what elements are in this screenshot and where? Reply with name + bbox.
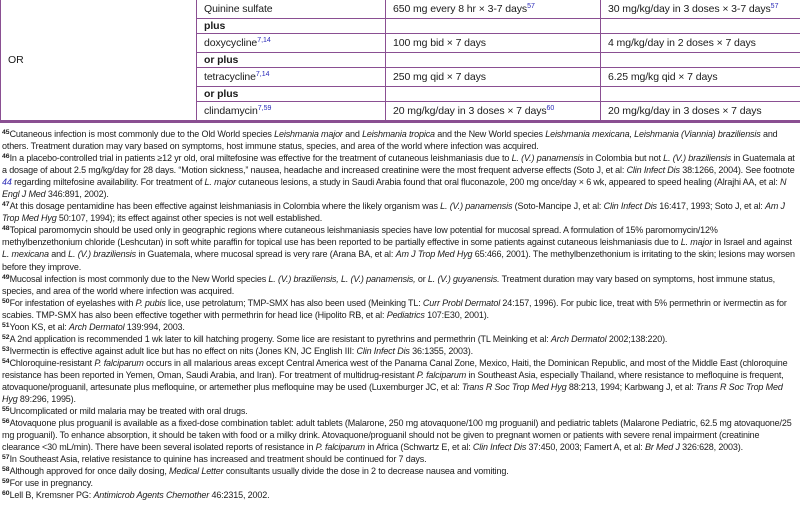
text-run: Pediatrics	[386, 309, 425, 320]
text-run: 20 mg/kg/day in 3 doses × 7 days	[393, 105, 547, 117]
footnote-59	[2, 477, 797, 489]
text-run: Topical paromomycin should be used only in geographic regions where cutaneous leishmaniasis species have low potential for mucosal spread. A formulation of 15% paromomycin/12% methylbenzethonium chloride (Leshcutan) in soft white paraffin for topical use has been reported to be partially effective in some patients against cutaneous leishmaniasis due to	[2, 225, 718, 248]
text-run: L. (V.) braziliensis	[68, 249, 137, 260]
footnote-56	[2, 417, 797, 453]
text-run: Leishmania major	[274, 129, 343, 139]
text-run: For infestation of eyelashes with	[9, 297, 136, 308]
footnote-60	[2, 489, 797, 501]
text-run: Ivermectin is effective against adult lice but has no effect on nits (Jones KN, JC English III:	[9, 345, 357, 356]
adult-dosage-cell	[386, 0, 601, 19]
text-run: in Guatemala at a dosage of about 2.5 mg/kg/day for 28 days. “Motion sickness,” nausea, headache and increased creatinine were the most frequent adverse effects (Soto J, et al:	[2, 153, 795, 176]
footnote-number: 46	[2, 152, 10, 160]
text-run: Clin Infect Dis	[626, 165, 680, 176]
text-run: In Southeast Asia, relative resistance to quinine has increased and treatment should be continued for 7 days.	[9, 454, 427, 465]
pediatric-dosage-cell	[601, 34, 800, 53]
text-run: 16:417, 1993; Soto J, et al:	[656, 201, 765, 212]
dose-footnote-superscript: 57	[770, 3, 779, 10]
text-run: 65:466, 2001). The methylbenzethonium is irritating to the skin; lesions may worsen before they improve.	[2, 249, 795, 272]
text-run: P. falciparum	[315, 442, 366, 453]
text-run: Arch Dermatol	[550, 333, 607, 344]
text-run: 6.25 mg/kg qid × 7 days	[608, 71, 718, 83]
table-row	[1, 0, 800, 19]
text-run: P. falciparum	[416, 369, 467, 380]
drug-name-cell	[197, 53, 386, 68]
text-run: Leishmania tropica	[362, 129, 435, 139]
text-run: in Southeast Asia, especially Thailand, where resistance to mefloquine is frequent, atovaquone/proguanil, artesunate plus mefloquine, or artemether plus mefloquine may be used (Luxemburger JC, et al:	[2, 369, 784, 392]
text-run: clindamycin	[204, 105, 258, 117]
text-run: Am J Trop Med Hyg	[2, 201, 785, 224]
footnote-49	[2, 273, 797, 297]
adult-dosage-cell	[386, 87, 601, 102]
footnote-number: 56	[2, 417, 10, 425]
footnote-45	[2, 128, 797, 152]
text-run: L. (V.) guyanensis.	[427, 273, 500, 284]
text-run: and	[48, 249, 69, 260]
drug-regimen-table-body	[1, 0, 800, 122]
footnote-number: 48	[2, 225, 10, 233]
text-run: in Guatemala, where mucosal spread is very rare (Arana BA, et al:	[136, 249, 396, 260]
text-run: A 2nd application is recommended 1 wk later to kill hatching progeny. Some lice are resistant to pyrethrins and permethrin (TL Meinking et al:	[9, 333, 551, 344]
text-run: Uncomplicated or mild malaria may be treated with oral drugs.	[9, 406, 248, 417]
text-run: L. mexicana	[2, 249, 49, 260]
text-run: consultants usually divide the dose in 2 to decrease nausea and vomiting.	[223, 466, 509, 477]
text-run: 46:2315, 2002.	[209, 490, 270, 501]
footnote-number: 59	[2, 478, 10, 486]
text-run: Medical Letter	[169, 466, 224, 477]
footnote-53	[2, 345, 797, 357]
text-run: 20 mg/kg/day in 3 doses × 7 days	[608, 105, 762, 117]
footnote-number: 53	[2, 345, 10, 353]
text-run: 2002;138:220).	[606, 333, 668, 344]
text-run: L. (V.) panamensis	[440, 201, 513, 212]
text-run: 107:E30, 2001).	[424, 309, 489, 320]
text-run: 326:628, 2003).	[679, 442, 743, 453]
text-run: or plus	[204, 88, 239, 100]
text-run: Antimicrob Agents Chemother	[93, 490, 210, 501]
text-run: Trans R Soc Trop Med Hyg	[2, 381, 783, 405]
pediatric-dosage-cell	[601, 0, 800, 19]
footnote-55	[2, 405, 797, 417]
text-run: Trans R Soc Trop Med Hyg	[461, 381, 567, 392]
footnote-number: 45	[2, 128, 10, 136]
text-run: in Israel and against	[712, 237, 792, 248]
dose-footnote-superscript: 60	[546, 105, 555, 112]
text-run: or	[415, 273, 428, 284]
text-run: P. pubis	[135, 297, 166, 308]
text-run: Leishmania mexicana, Leishmania (Viannia) braziliensis	[545, 129, 761, 139]
drug-name-cell	[197, 87, 386, 102]
text-run: and	[342, 129, 363, 139]
pediatric-dosage-cell	[601, 102, 800, 122]
text-run: 89:296, 1995).	[17, 394, 76, 405]
pediatric-dosage-cell	[601, 68, 800, 87]
drug-name-cell	[197, 19, 386, 34]
footnote-number: 54	[2, 357, 10, 365]
text-run: 50:107, 1994); its effect against other species is not well established.	[56, 213, 323, 224]
footnote-47	[2, 200, 797, 224]
text-run: 88:213, 1994; Karbwang J, et al:	[566, 381, 696, 392]
footnote-54	[2, 357, 797, 405]
text-run: L. (V.) panamensis	[511, 153, 584, 164]
text-run: in Africa (Schwartz E, et al:	[365, 442, 473, 453]
text-run: For use in pregnancy.	[9, 478, 93, 489]
text-run: Atovaquone plus proguanil is available as a fixed-dose combination tablet: adult tablets (Malarone, 250 mg atovaquone/100 mg proguanil) and pediatric tablets (Malarone Pediatric, 62.5 mg atovaquone/25 mg proguanil). To enhance absorption, it should be taken with food or a milky drink. Atovaquone/proguanil should not be given to pregnant women or patients with severe renal impairment (creatinine clearance <30 mL/min). There have been several isolated reports of resistance in	[2, 418, 792, 453]
text-run: 100 mg bid × 7 days	[393, 37, 486, 49]
text-run: Treatment duration may vary based on symptoms, host immune status, species, and area of the world where infection was acquired.	[2, 273, 776, 296]
text-run: In a placebo-controlled trial in patients ≥12 yr old, oral miltefosine was effective for the treatment of cutaneous leishmaniasis due to	[9, 153, 512, 164]
adult-dosage-cell	[386, 53, 601, 68]
text-run: in Colombia but not	[583, 153, 664, 164]
drug-name-cell	[197, 68, 386, 87]
text-run: doxycycline	[204, 37, 258, 49]
drug-name-cell	[197, 0, 386, 19]
text-run: 250 mg qid × 7 days	[393, 71, 486, 83]
text-run: 38:1266, 2004). See footnote	[679, 165, 795, 176]
text-run: and others. Treatment duration may vary based on symptoms, host immune status, species, and area of the world where infection was acquired.	[2, 129, 778, 152]
text-run: occurs in all malarious areas except Central America west of the Panama Canal Zone, Mexico, Haiti, the Dominican Republic, and most of the Middle East (chloroquine resistance has been reported in Yemen, Oman, Saudi Arabia, and Iran). For treatment of multidrug-resistant	[2, 357, 788, 380]
text-run: Yoon KS, et al:	[9, 321, 69, 332]
text-run: Chloroquine-resistant	[9, 357, 95, 368]
text-run: 346:891, 2002).	[45, 189, 109, 200]
dose-footnote-superscript: 57	[527, 3, 535, 10]
footnote-57	[2, 453, 797, 465]
text-run: L. (V.) braziliensis	[663, 153, 732, 164]
text-run: Clin Infect Dis	[472, 442, 527, 453]
footnote-51	[2, 321, 797, 333]
text-run: (Soto-Mancipe J, et al:	[512, 201, 604, 212]
pediatric-dosage-cell	[601, 53, 800, 68]
text-run: Mucosal infection is most commonly due to the New World species	[9, 273, 269, 284]
footnote-cross-reference: 44	[2, 177, 12, 188]
text-run: P. falciparum	[94, 357, 144, 368]
text-run: Am J Trop Med Hyg	[395, 249, 473, 260]
dose-footnote-superscript: 7,14	[255, 71, 270, 78]
text-run: cutaneous lesions, a study in Saudi Arabia found that oral fluconazole, 200 mg once/day × 6 wk, appeared to speed healing (Alrajhi AA, et al:	[235, 177, 781, 188]
text-run: L. major	[680, 237, 713, 248]
dose-footnote-superscript: 7,14	[257, 37, 271, 44]
text-run: L. major	[204, 177, 236, 188]
footnote-number: 49	[2, 273, 10, 281]
text-run: At this dosage pentamidine has been effective against leishmaniasis in Colombia where the likely organism was	[9, 201, 441, 212]
pediatric-dosage-cell	[601, 19, 800, 34]
footnote-50	[2, 297, 797, 321]
text-run: 4 mg/kg/day in 2 doses × 7 days	[608, 37, 756, 49]
footnote-number: 47	[2, 201, 10, 209]
footnote-number: 60	[2, 490, 10, 498]
footnote-number: 55	[2, 405, 10, 413]
text-run: Lell B, Kremsner PG:	[9, 490, 94, 501]
text-run: Curr Probl Dermatol	[422, 297, 501, 308]
footnote-number: 50	[2, 297, 10, 305]
adult-dosage-cell	[386, 68, 601, 87]
text-run: lice, use petrolatum; TMP-SMX has also been used (Meinking TL:	[165, 297, 423, 308]
text-run: Although approved for once daily dosing,	[9, 466, 170, 477]
text-run: and the New World species	[434, 129, 546, 139]
pediatric-dosage-cell	[601, 87, 800, 102]
text-run: Cutaneous infection is most commonly due to the Old World species	[9, 129, 275, 139]
text-run: Clin Infect Dis	[603, 201, 657, 212]
footnote-number: 58	[2, 466, 10, 474]
text-run: 24:157, 1996). For pubic lice, treat with 5% permethrin or ivermectin as for scabies. TMP-SMX has also been effective together with permethrin for head lice (Hipolito RB, et al:	[2, 297, 787, 320]
text-run: 650 mg every 8 hr × 3-7 days	[393, 3, 528, 15]
adult-dosage-cell	[386, 34, 601, 53]
text-run: Clin Infect Dis	[356, 345, 410, 356]
footnote-number: 51	[2, 321, 10, 329]
text-run: Quinine sulfate	[204, 3, 273, 15]
drug-regimen-table	[0, 0, 800, 123]
footnote-48	[2, 224, 797, 272]
text-run: 30 mg/kg/day in 3 doses × 3-7 days	[608, 3, 771, 15]
text-run: Br Med J	[644, 442, 680, 453]
text-run: 139:994, 2003.	[124, 321, 185, 332]
footnote-58	[2, 465, 797, 477]
text-run: N Engl J Med	[2, 177, 787, 200]
footnotes	[0, 123, 800, 501]
text-run: plus	[204, 20, 226, 32]
text-run: or plus	[204, 54, 239, 66]
text-run: regarding miltefosine availability. For treatment of	[11, 177, 205, 188]
footnote-46	[2, 152, 797, 200]
footnote-52	[2, 333, 797, 345]
text-run: 37:450, 2003; Famert A, et al:	[526, 442, 645, 453]
text-run: 36:1355, 2003).	[409, 345, 473, 356]
text-run: Arch Dermatol	[68, 321, 125, 332]
dose-footnote-superscript: 7,59	[257, 105, 272, 112]
text-run: L. (V.) braziliensis, L. (V.) panamensis,	[268, 273, 416, 284]
adult-dosage-cell	[386, 102, 601, 122]
text-run: tetracycline	[204, 71, 256, 83]
footnote-number: 52	[2, 333, 10, 341]
or-cell: OR	[1, 0, 197, 122]
drug-name-cell	[197, 34, 386, 53]
adult-dosage-cell	[386, 19, 601, 34]
footnote-number: 57	[2, 454, 10, 462]
drug-name-cell	[197, 102, 386, 122]
